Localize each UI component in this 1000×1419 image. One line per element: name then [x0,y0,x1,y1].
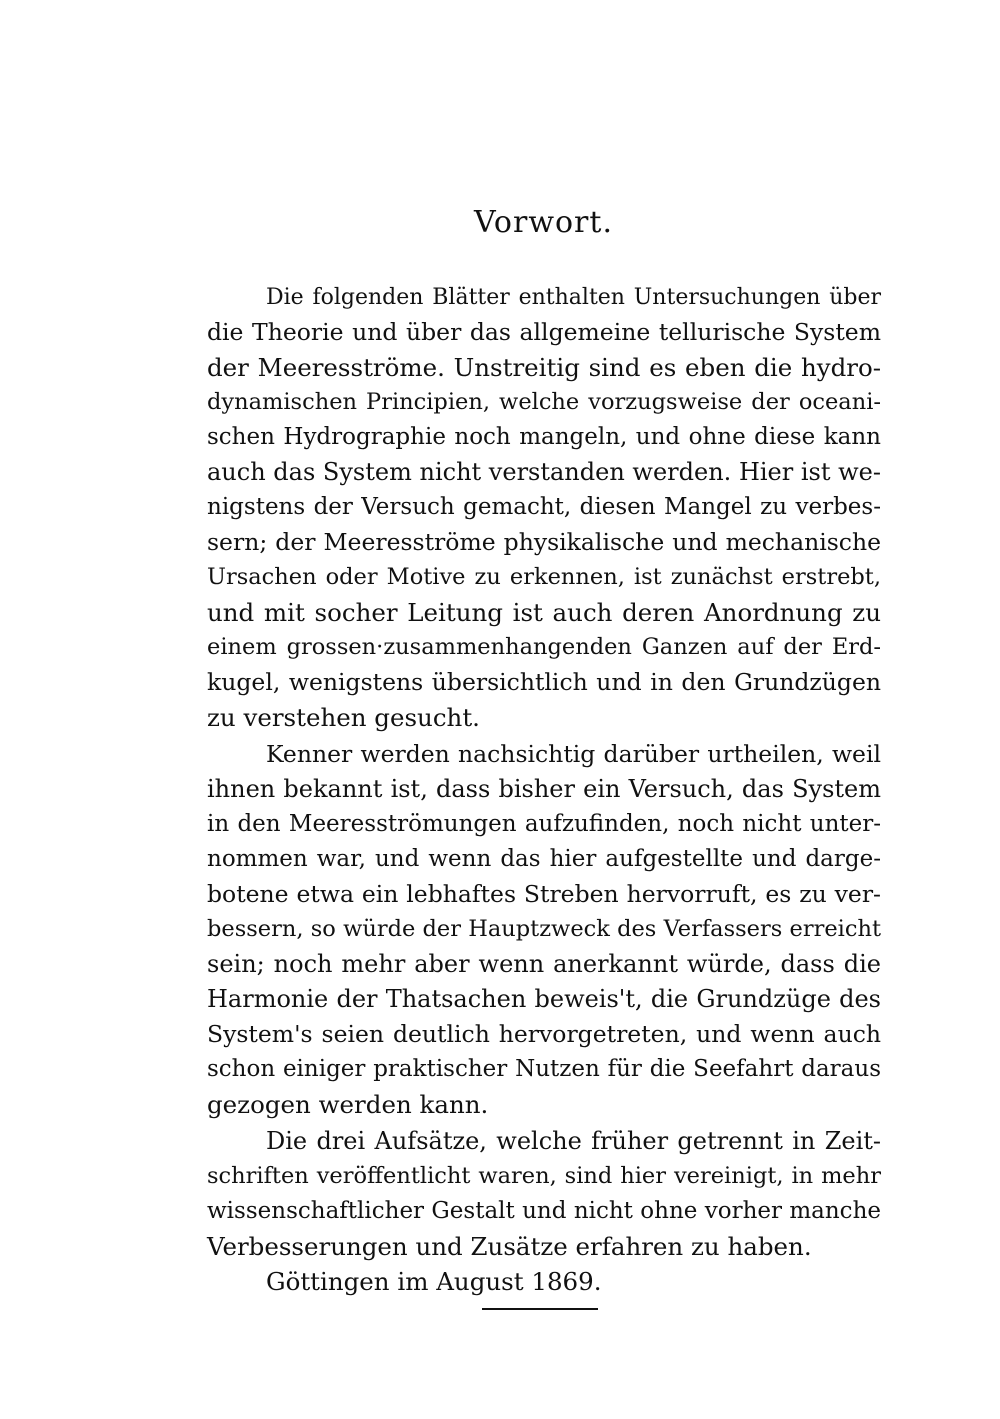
text-line: dynamischen Principien, welche vorzugsweise der oceani- [207,389,881,415]
closing-line: Göttingen im August 1869. [266,1267,602,1296]
text-line: sein; noch mehr aber wenn anerkannt würde, dass die [207,950,881,978]
text-line: zu verstehen gesucht. [207,703,480,732]
text-line: Kenner werden nachsichtig darüber urtheilen, weil [266,740,881,768]
text-line: ihnen bekannt ist, dass bisher ein Versuch, das System [207,775,881,803]
text-line: die Theorie und über das allgemeine tellurische System [207,318,881,346]
page-title: Vorwort. [474,205,613,240]
text-line: Die folgenden Blätter enthalten Untersuchungen über [266,285,881,310]
text-line: wissenschaftlicher Gestalt und nicht ohne vorher manche [207,1198,881,1224]
text-line: und mit socher Leitung ist auch deren Anordnung zu [207,598,881,627]
text-line: schon einiger praktischer Nutzen für die Seefahrt daraus [207,1056,881,1082]
text-line: der Meeresströme. Unstreitig sind es eben die hydro- [207,353,881,382]
text-line: botene etwa ein lebhaftes Streben hervorruft, es zu ver- [207,880,881,908]
text-line: sern; der Meeresströme physikalische und mechanische [207,528,881,556]
text-line: schriften veröffentlicht waren, sind hier vereinigt, in mehr [207,1163,881,1189]
end-rule [482,1308,598,1310]
text-line: in den Meeresströmungen aufzufinden, noch nicht unter- [207,811,881,837]
text-line: auch das System nicht verstanden werden. Hier ist we- [207,458,881,486]
text-line: Die drei Aufsätze, welche früher getrennt in Zeit- [266,1127,881,1155]
text-line: nigstens der Versuch gemacht, diesen Mangel zu verbes- [207,494,881,520]
text-line: kugel, wenigstens übersichtlich und in den Grundzügen [207,668,881,696]
text-line: einem grossen·zusammenhangenden Ganzen auf der Erd- [207,634,881,660]
text-line: Harmonie der Thatsachen beweis't, die Grundzüge des [207,985,881,1013]
text-line: Verbesserungen und Zusätze erfahren zu haben. [207,1232,812,1261]
text-line: nommen war, und wenn das hier aufgestellte und darge- [207,846,881,872]
text-line: System's seien deutlich hervorgetreten, und wenn auch [207,1020,881,1048]
text-line: bessern, so würde der Hauptzweck des Verfassers erreicht [207,916,881,942]
text-line: Ursachen oder Motive zu erkennen, ist zunächst erstrebt, [207,564,881,590]
text-line: schen Hydrographie noch mangeln, und ohne diese kann [207,424,881,450]
text-line: gezogen werden kann. [207,1090,489,1119]
